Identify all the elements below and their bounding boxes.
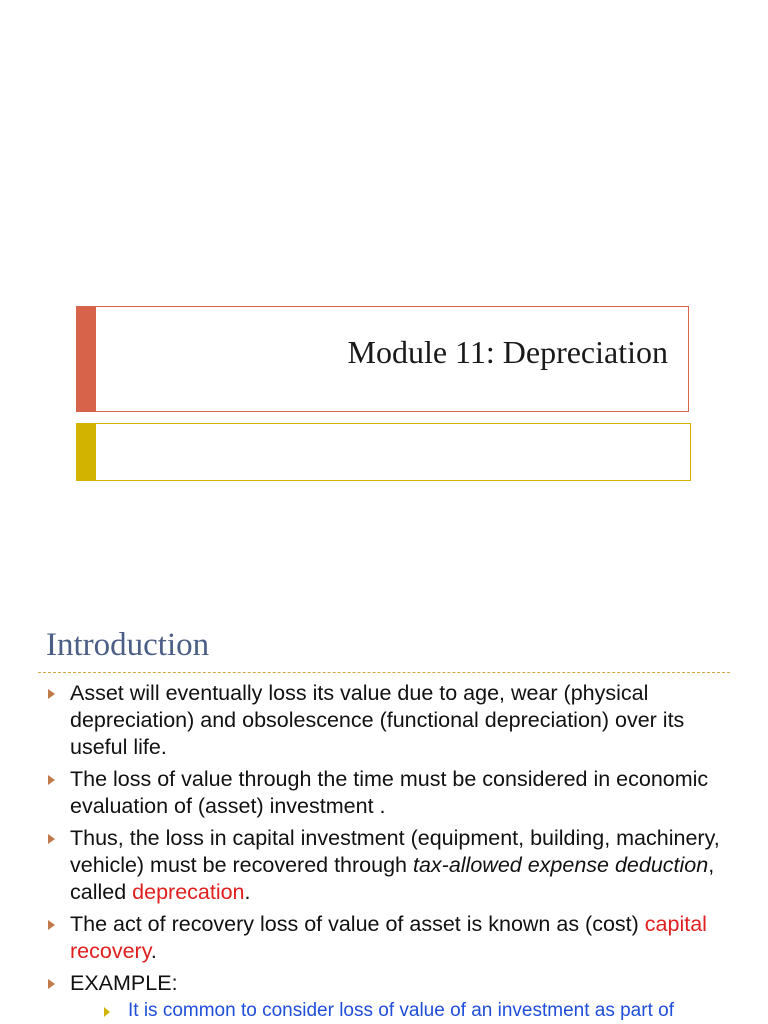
bullet-text: Asset will eventually loss its value due to age, wear (physical depreciation) and obsolescence (functional depreciation) over its useful life. (70, 681, 685, 759)
bullet-item (46, 911, 746, 965)
highlight-term-deprecation: deprecation (132, 880, 245, 904)
highlight-term-capital-recovery: capital recovery (70, 912, 707, 963)
sub-bullet-arrow-icon (104, 1007, 110, 1017)
bullet-arrow-icon (48, 775, 55, 785)
sub-bullet-item (102, 999, 746, 1023)
subtitle-accent-bar (77, 424, 96, 480)
bullet-list (46, 680, 746, 1024)
bullet-item (46, 970, 746, 1023)
title-accent-bar (77, 307, 96, 411)
bullet-item (46, 766, 746, 820)
section-divider (38, 672, 730, 673)
subtitle-box (76, 423, 691, 481)
bullet-arrow-icon (48, 834, 55, 844)
bullet-item (46, 680, 746, 761)
bullet-text: Thus, the loss in capital investment (equipment, building, machinery, vehicle) must be recovered through (70, 826, 720, 877)
bullet-text: The loss of value through the time must be considered in economic evaluation of (asset) investment . (70, 767, 709, 818)
bullet-text: . (244, 880, 251, 904)
bullet-arrow-icon (48, 689, 55, 699)
section-heading: Introduction (46, 627, 210, 663)
bullet-italic-term: tax-allowed expense deduction (412, 853, 709, 877)
bullet-item (46, 825, 746, 906)
title-box (76, 306, 689, 412)
bullet-arrow-icon (48, 920, 55, 930)
bullet-text: . (150, 939, 157, 963)
bullet-text: The act of recovery loss of value of asset is known as (cost) (70, 912, 645, 936)
slide-title: Module 11: Depreciation (347, 334, 668, 370)
bullet-text: , called (70, 853, 715, 904)
example-label: EXAMPLE: (70, 971, 178, 995)
sub-bullet-text: It is common to consider loss of value of an investment as part of (128, 1000, 674, 1021)
bullet-arrow-icon (48, 979, 55, 989)
